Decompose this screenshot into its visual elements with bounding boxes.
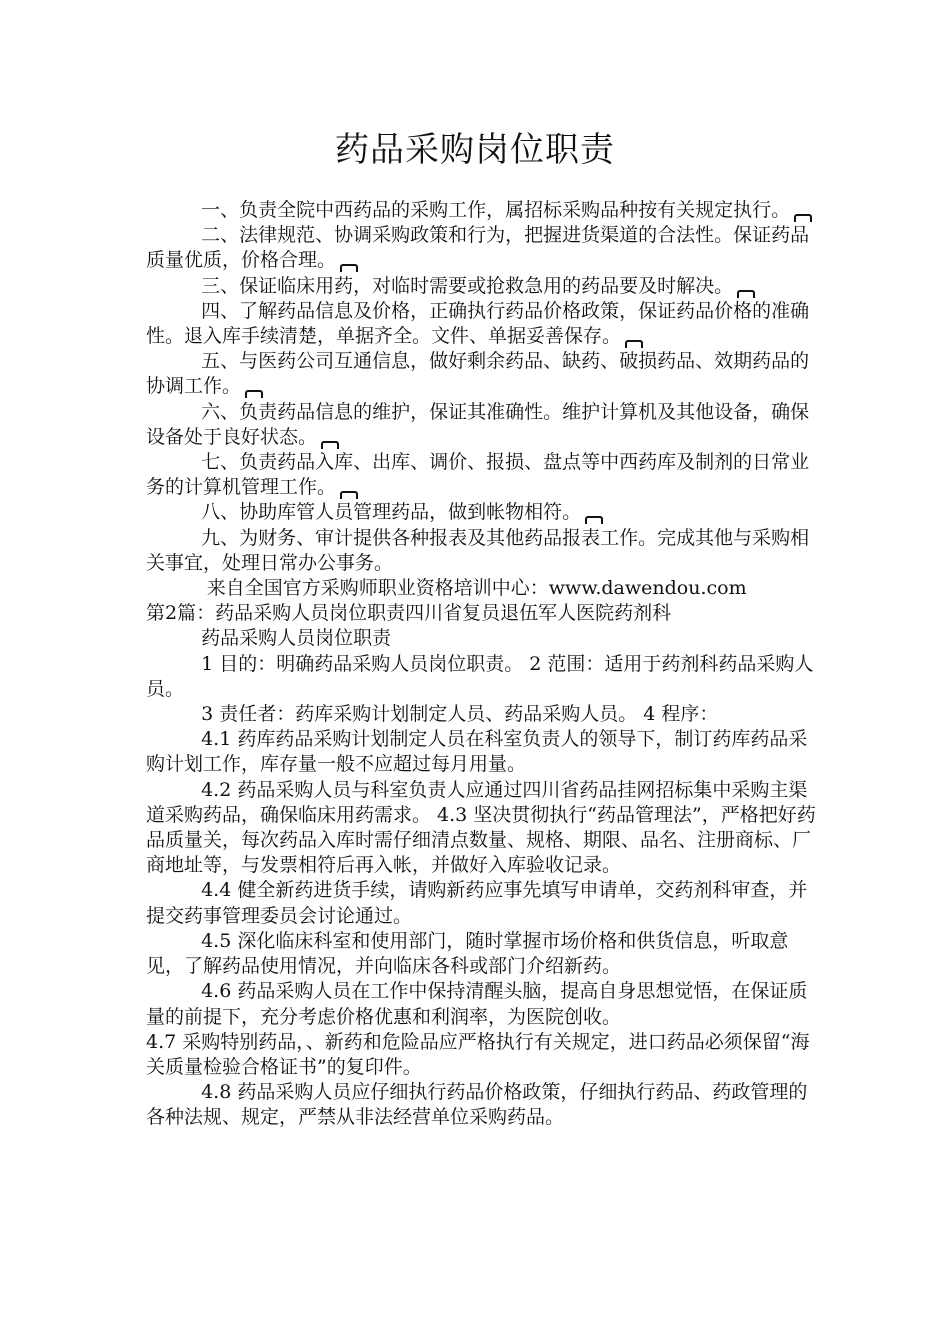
procedure-paragraph-9: 4.8 药品采购人员应仔细执行药品价格政策，仔细执行药品、药政管理的各种法规、规定，严禁从非法经营单位采购药品。 [146, 1081, 808, 1129]
duty-text-4: 四、了解药品信息及价格，正确执行药品价格政策，保证药品价格的准确性。退入库手续清楚，单据齐全。文件、单据妥善保存。 [146, 299, 810, 348]
paragraph-mark-icon [625, 340, 643, 348]
duty-paragraph-9 [146, 526, 816, 576]
duty-paragraph-3 [146, 274, 816, 299]
procedure-paragraph-2: 3 责任者：药库采购计划制定人员、药品采购人员。 4 程序： [201, 703, 719, 726]
duty-paragraph-2 [146, 223, 816, 273]
second-section-header: 第2篇：药品采购人员岗位职责四川省复员退伍军人医院药剂科 [146, 602, 672, 625]
duty-text-9: 九、为财务、审计提供各种报表及其他药品报表工作。完成其他与采购相关事宜，处理日常办公事务。 [146, 526, 810, 574]
procedure-paragraph-8: 4.7 采购特别药品，、新药和危险品应严格执行有关规定，进口药品必须保留“海关质量检验合格证书”的复印件。 [146, 1030, 810, 1078]
procedure-paragraph-1: 1 目的：明确药品采购人员岗位职责。 2 范围：适用于药剂科药品采购人员。 [146, 652, 814, 700]
second-section-title: 药品采购人员岗位职责 [201, 627, 392, 650]
procedure-paragraph-7: 4.6 药品采购人员在工作中保持清醒头脑，提高自身思想觉悟，在保证质量的前提下，充分考虑价格优惠和利润率，为医院创收。 [146, 980, 808, 1028]
duty-paragraph-1 [146, 198, 816, 223]
duty-paragraph-4 [146, 299, 816, 349]
paragraph-mark-icon [340, 264, 358, 272]
paragraph-mark-icon [321, 441, 339, 449]
duty-text-7: 七、负责药品入库、出库、调价、报损、盘点等中西药库及制剂的日常业务的计算机管理工作。 [146, 451, 810, 499]
procedure-paragraph-6: 4.5 深化临床科室和使用部门，随时掌握市场价格和供货信息，听取意见，了解药品使用情况，并向临床各科或部门介绍新药。 [146, 929, 789, 978]
duty-text-1: 一、负责全院中西药品的采购工作，属招标采购品种按有关规定执行。 [201, 199, 791, 221]
duty-paragraph-5 [146, 349, 816, 399]
procedure-paragraph-5: 4.4 健全新药进货手续，请购新药应事先填写申请单，交药剂科审查，并提交药事管理委员会讨论通过。 [146, 879, 808, 927]
paragraph-mark-icon [245, 390, 263, 398]
paragraph-mark-icon [737, 290, 755, 298]
duty-text-2: 二、法律规范、协调采购政策和行为，把握进货渠道的合法性。保证药品质量优质，价格合理。 [146, 224, 810, 272]
paragraph-mark-icon [340, 491, 358, 499]
source-line: 来自全国官方采购师职业资格培训中心：www.dawendou.com [206, 577, 747, 600]
paragraph-mark-icon [585, 516, 603, 524]
duty-paragraph-6 [146, 400, 816, 450]
duty-text-8: 八、协助库管人员管理药品，做到帐物相符。 [201, 501, 582, 524]
duty-paragraph-7 [146, 450, 816, 500]
duty-text-6: 六、负责药品信息的维护，保证其准确性。维护计算机及其他设备，确保设备处于良好状态。 [146, 400, 810, 448]
duty-text-5: 五、与医药公司互通信息，做好剩余药品、缺药、破损药品、效期药品的协调工作。 [146, 350, 810, 398]
document-title: 药品采购岗位职责 [335, 130, 615, 170]
paragraph-mark-icon [794, 214, 812, 222]
duty-text-3: 三、保证临床用药，对临时需要或抢救急用的药品要及时解决。 [201, 274, 734, 297]
procedure-paragraph-3: 4.1 药库药品采购计划制定人员在科室负责人的领导下，制订药库药品采购计划工作，库存量一般不应超过每月用量。 [146, 728, 808, 776]
document-body [146, 198, 816, 1131]
duty-paragraph-8 [146, 500, 816, 525]
procedure-paragraph-4: 4.2 药品采购人员与科室负责人应通过四川省药品挂网招标集中采购主渠道采购药品，确保临床用药需求。 4.3 坚决贯彻执行“药品管理法”，严格把好药品质量关，每次药品入库时需仔细清点数量、规格、期限、品名、注册商标、厂商地址等，与发票相符后再入帐，并做好入库验收记录。 [146, 778, 816, 877]
